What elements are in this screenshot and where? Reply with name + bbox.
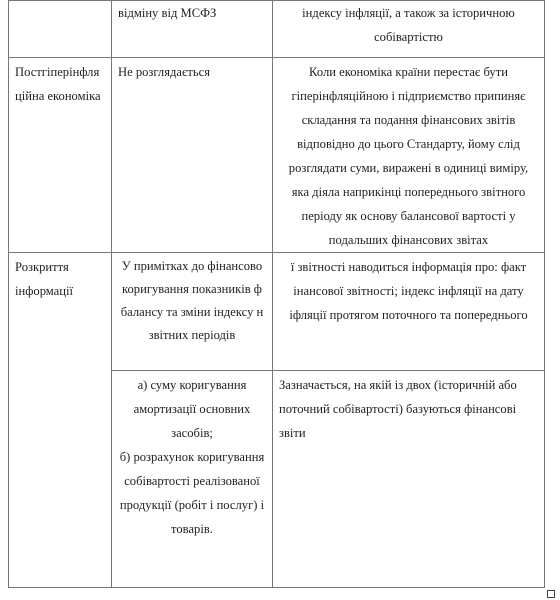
table-cell: У примітках до фінансово коригування показників ф балансу та зміни індексу н звітних періодів bbox=[112, 253, 273, 371]
table-cell: Зазначається, на якій із двох (історичній або поточний собівартості) базуються фінансові звіти bbox=[273, 371, 545, 588]
table-cell: індексу інфляції, а також за історичною собівартістю bbox=[273, 1, 545, 58]
table-cell bbox=[112, 371, 273, 588]
page-corner-marker bbox=[547, 590, 555, 598]
table-row bbox=[9, 1, 545, 58]
table-row bbox=[9, 253, 545, 371]
disclosure-item-b: б) розрахунок коригування собівартості реалізованої продукції (робіт і послуг) і товарів. bbox=[119, 450, 265, 536]
table-row bbox=[9, 58, 545, 253]
disclosure-item-a: а) суму коригування амортизації основних засобів; bbox=[133, 378, 251, 440]
row-label-disclosure: Розкриття інформації bbox=[9, 253, 112, 588]
table-cell: відміну від МСФЗ bbox=[112, 1, 273, 58]
row-label-post-hyperinflation: Постгіперінфляційна економіка bbox=[9, 58, 112, 253]
table-cell bbox=[9, 1, 112, 58]
table-cell: ї звітності наводиться інформація про: факт інансової звітності; індекс інфляції на дату іфляції протягом поточного та попереднього bbox=[273, 253, 545, 371]
table-cell: Не розглядається bbox=[112, 58, 273, 253]
standards-comparison-table bbox=[8, 0, 545, 588]
table-cell: Коли економіка країни перестає бути гіперінфляційною і підприємство припиняє складання та подання фінансових звітів відповідно до цього Стандарту, йому слід розглядати суми, виражені в одиниці виміру, яка діяла наприкінці попереднього звітного періоду як основу балансової вартості у подальших фінансових звітах bbox=[273, 58, 545, 253]
